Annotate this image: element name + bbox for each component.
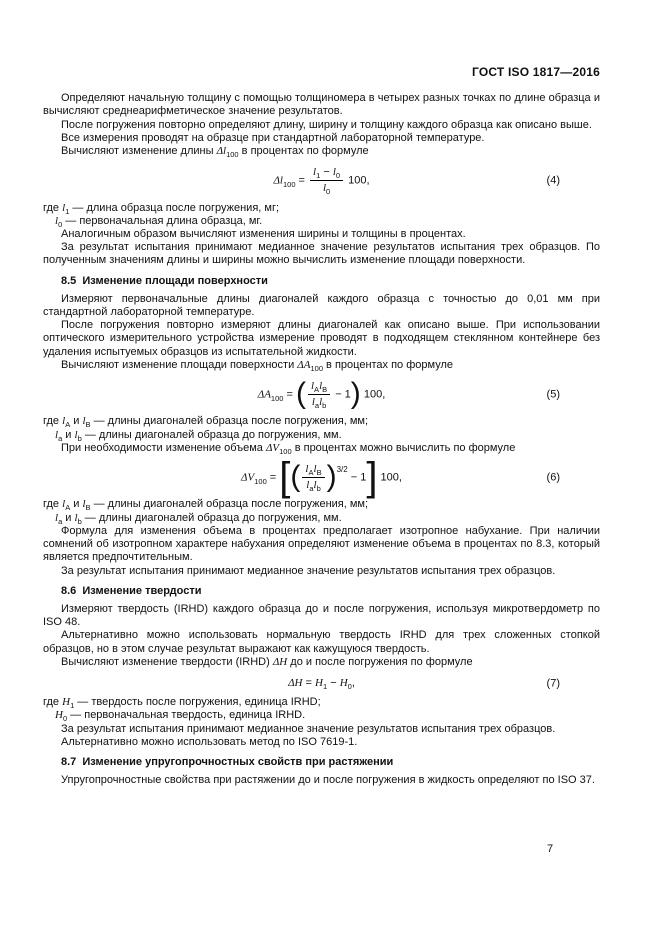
where-line: где $H_1$ — твердость после погружения, единица IRHD;	[43, 696, 321, 711]
paragraph: Все измерения проводят на образце при стандартной лабораторной температуре.	[61, 131, 485, 144]
paragraph: Вычисляют изменение площади поверхности $\Delta A_{100}$ в процентах по формуле	[61, 358, 454, 374]
equation: $\Delta H = H_1 - H_0$,	[288, 676, 355, 692]
paragraph: Упругопрочностные свойства при растяжении до и после погружения в жидкость определяют по ISO 37.	[61, 774, 595, 787]
equation-number: (7)	[546, 676, 560, 689]
paragraph: После погружения повторно измеряют длины диагоналей как описано выше. При использовании оптического измерительного устройства измерение проводят в подходящем стеклянном контейнере без удаления испытуемых образцов из испытательной жидкости.	[43, 319, 600, 358]
where-line: $l_a$ и $l_b$ — длины диагоналей образца до погружения, мм.	[55, 511, 342, 526]
section-heading: 8.5 Изменение площади поверхности	[61, 274, 268, 287]
equation-number: (5)	[546, 388, 560, 401]
equation-number: (6)	[546, 471, 560, 484]
equation: $\Delta A_{100}$ = ( $\frac{l_Al_B}{l_al_b}$ − 1) 100,	[257, 376, 386, 411]
section-heading: 8.6 Изменение твердости	[61, 584, 202, 597]
where-line: где $l_A$ и $l_B$ — длины диагоналей образца после погружения, мм;	[43, 498, 369, 513]
formula	[43, 677, 600, 690]
paragraph: Альтернативно можно использовать нормальную твердость IRHD для трех сложенных стопкой образцов, но в этом случае результат выражают как кажущуюся твердость.	[43, 629, 600, 655]
paragraph: Формула для изменения объема в процентах предполагает изотропное набухание. При наличии сомнений об изотропном характере набухания определяют изменение объема в процентах по 8.3, который является предпочтительным.	[43, 524, 600, 564]
paragraph: При необходимости изменение объема $\Delta V_{100}$ в процентах можно вычислить по формуле	[61, 441, 516, 457]
document-header: ГОСТ ISO 1817—2016	[471, 65, 600, 79]
section-heading: 8.7 Изменение упругопрочностных свойств при растяжении	[61, 755, 394, 768]
where-line: $l_a$ и $l_b$ — длины диагоналей образца до погружения, мм.	[55, 428, 342, 443]
paragraph: Аналогичным образом вычисляют изменения ширины и толщины в процентах.	[61, 228, 466, 241]
where-line: где $l_A$ и $l_B$ — длины диагоналей образца после погружения, мм;	[43, 415, 369, 430]
paragraph: За результат испытания принимают медианное значение результатов испытания трех образцов.	[61, 722, 556, 735]
where-line: $l_0$ — первоначальная длина образца, мг.	[55, 214, 263, 230]
paragraph: Вычисляют изменение твердости (IRHD) ΔH до и после погружения по формуле	[61, 655, 473, 668]
paragraph: За результат испытания принимают медианное значение результатов испытания трех образцов. По полученным значениям длины и ширины можно вычислить изменение площади поверхности.	[43, 241, 600, 267]
paragraph: Измеряют первоначальные длины диагоналей каждого образца с точностью до 0,01 мм при стандартной лабораторной температуре.	[43, 292, 600, 319]
page-number: 7	[547, 843, 554, 855]
paragraph: Альтернативно можно использовать метод по ISO 7619-1.	[61, 735, 358, 748]
equation: $\Delta l_{100}$ = $\frac{l_1 - l_0}{l_0}$ 100,	[273, 166, 370, 197]
paragraph: Вычисляют изменение длины $\Delta l_{100}$ в процентах по формуле	[61, 145, 369, 160]
formula	[43, 454, 600, 499]
paragraph: За результат испытания принимают медианное значение результатов испытания трех образцов.	[61, 564, 556, 577]
paragraph: Измеряют твердость (IRHD) каждого образца до и после погружения, используя микротвердометр по ISO 48.	[43, 602, 600, 629]
paragraph: Определяют начальную толщину с помощью толщиномера в четырех разных точках по длине образца и вычисляют среднеарифметическое значение результатов.	[43, 92, 600, 118]
where-line: где $l_1$ — длина образца после погружения, мг;	[43, 201, 280, 216]
formula	[43, 376, 600, 411]
equation-number: (4)	[546, 174, 560, 187]
where-line: $H_0$ — первоначальная твердость, единица IRHD.	[55, 709, 306, 724]
formula	[43, 166, 600, 195]
equation: $\Delta V_{100}$ = [( $\frac{l_Al_B}{l_al_b}$ )$^{3/2}$ − 1] 100,	[241, 454, 402, 499]
paragraph: После погружения повторно определяют длину, ширину и толщину каждого образца как описано выше.	[61, 118, 592, 131]
document-content	[43, 92, 600, 787]
